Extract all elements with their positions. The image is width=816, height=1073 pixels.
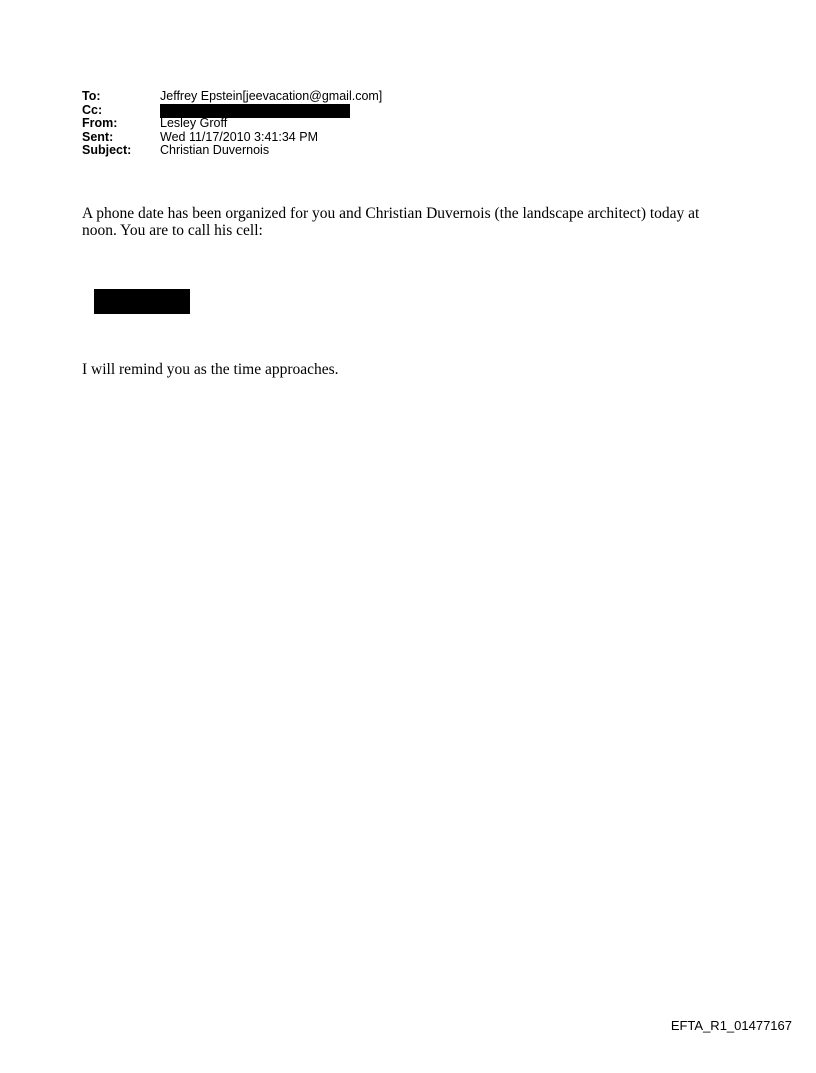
subject-label: Subject: xyxy=(82,143,132,157)
header-row-from xyxy=(82,117,382,131)
document-id: EFTA_R1_01477167 xyxy=(670,1018,792,1033)
from-value: Lesley Groff xyxy=(160,116,228,130)
email-body-paragraph: A phone date has been organized for you and Christian Duvernois (the landscape architect) today at noon. You are to call his cell: xyxy=(82,205,700,239)
cc-value xyxy=(160,104,350,118)
from-label: From: xyxy=(82,116,118,130)
email-closing-line: I will remind you as the time approaches. xyxy=(82,361,339,378)
header-row-cc xyxy=(82,104,382,118)
cc-label: Cc: xyxy=(82,102,103,117)
phone-redaction-block xyxy=(94,289,190,314)
header-row-sent xyxy=(82,131,382,145)
sent-label: Sent: xyxy=(82,129,114,144)
to-label: To: xyxy=(82,89,101,103)
sent-value: Wed 11/17/2010 3:41:34 PM xyxy=(160,129,318,144)
subject-value: Christian Duvernois xyxy=(160,143,270,157)
email-header xyxy=(82,90,382,158)
header-row-subject xyxy=(82,144,382,158)
header-row-to xyxy=(82,90,382,104)
to-value: Jeffrey Epstein[jeevacation@gmail.com] xyxy=(160,89,383,103)
